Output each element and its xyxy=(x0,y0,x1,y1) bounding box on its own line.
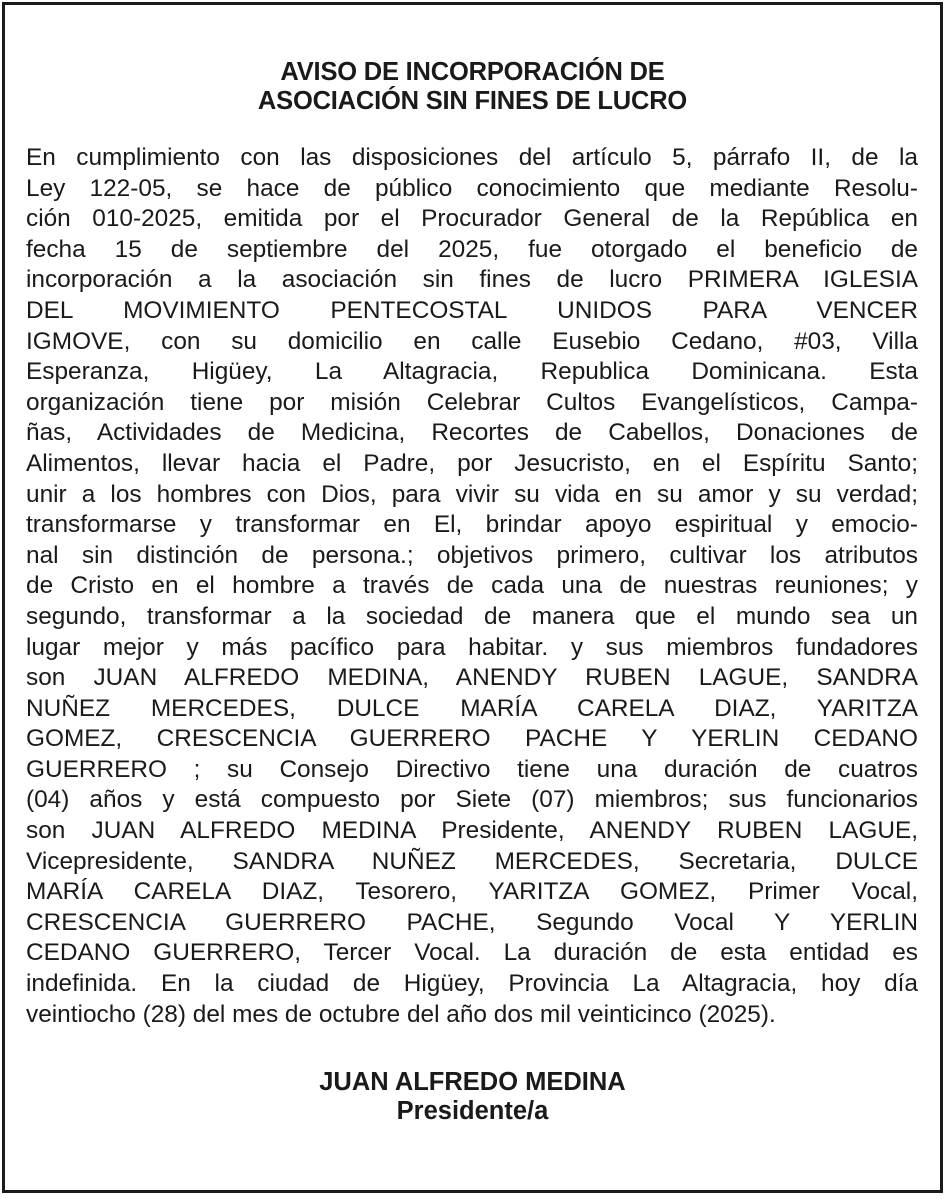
body-line: Ley 122-05, se hace de público conocimiento que mediante Resolu- xyxy=(26,174,918,202)
body-line: (04) años y está compuesto por Siete (07) miembros; sus funcionarios xyxy=(26,786,918,814)
signature-block xyxy=(0,1068,945,1126)
body-line: GOMEZ, CRESCENCIA GUERRERO PACHE Y YERLIN CEDANO xyxy=(26,725,918,753)
body-line: En cumplimiento con las disposiciones del artículo 5, párrafo II, de la xyxy=(26,144,918,171)
body-line: GUERRERO ; su Consejo Directivo tiene una duración de cuatros xyxy=(26,755,918,783)
body-line: segundo, transformar a la sociedad de manera que el mundo sea un xyxy=(26,602,918,630)
body-line: MARÍA CARELA DIAZ, Tesorero, YARITZA GOMEZ, Primer Vocal, xyxy=(26,878,918,906)
body-line: unir a los hombres con Dios, para vivir su vida en su amor y su verdad; xyxy=(26,480,918,508)
body-line: CEDANO GUERRERO, Tercer Vocal. La duración de esta entidad es xyxy=(26,939,918,967)
body-line: transformarse y transformar en El, brindar apoyo espiritual y emocio- xyxy=(26,511,918,539)
body-line: nal sin distinción de persona.; objetivos primero, cultivar los atributos xyxy=(26,541,918,569)
body-line: DEL MOVIMIENTO PENTECOSTAL UNIDOS PARA VENCER xyxy=(26,296,918,324)
signatory-title: Presidente/a xyxy=(396,1097,549,1125)
body-line: ción 010-2025, emitida por el Procurador General de la República en xyxy=(26,205,918,233)
body-line: fecha 15 de septiembre del 2025, fue otorgado el beneficio de xyxy=(26,235,918,263)
body-line: Alimentos, llevar hacia el Padre, por Jesucristo, en el Espíritu Santo; xyxy=(26,449,918,477)
body-line: incorporación a la asociación sin fines de lucro PRIMERA IGLESIA xyxy=(26,266,918,294)
body-line: Esperanza, Higüey, La Altagracia, Republica Dominicana. Esta xyxy=(26,358,918,386)
body-line: Vicepresidente, SANDRA NUÑEZ MERCEDES, Secretaria, DULCE xyxy=(26,847,918,875)
signatory-name: JUAN ALFREDO MEDINA xyxy=(319,1068,626,1096)
body-line: NUÑEZ MERCEDES, DULCE MARÍA CARELA DIAZ, YARITZA xyxy=(26,694,918,722)
body-line: veintiocho (28) del mes de octubre del año dos mil veinticinco (2025). xyxy=(26,1000,776,1028)
body-line: de Cristo en el hombre a través de cada una de nuestras reuniones; y xyxy=(26,572,918,600)
body-line: CRESCENCIA GUERRERO PACHE, Segundo Vocal Y YERLIN xyxy=(26,908,918,936)
body-line: indefinida. En la ciudad de Higüey, Provincia La Altagracia, hoy día xyxy=(26,970,918,998)
body-line: ñas, Actividades de Medicina, Recortes de Cabellos, Donaciones de xyxy=(26,419,918,447)
body-line: son JUAN ALFREDO MEDINA, ANENDY RUBEN LAGUE, SANDRA xyxy=(26,664,918,692)
body-line: lugar mejor y más pacífico para habitar. y sus miembros fundadores xyxy=(26,633,918,661)
notice-title xyxy=(0,58,945,116)
body-line: IGMOVE, con su domicilio en calle Eusebio Cedano, #03, Villa xyxy=(26,327,918,355)
notice-title-line-1: AVISO DE INCORPORACIÓN DE xyxy=(280,58,665,86)
body-line: son JUAN ALFREDO MEDINA Presidente, ANENDY RUBEN LAGUE, xyxy=(26,817,918,845)
notice-body xyxy=(26,143,918,1030)
body-line: organización tiene por misión Celebrar Cultos Evangelísticos, Campa- xyxy=(26,388,918,416)
notice-title-line-2: ASOCIACIÓN SIN FINES DE LUCRO xyxy=(257,87,688,115)
